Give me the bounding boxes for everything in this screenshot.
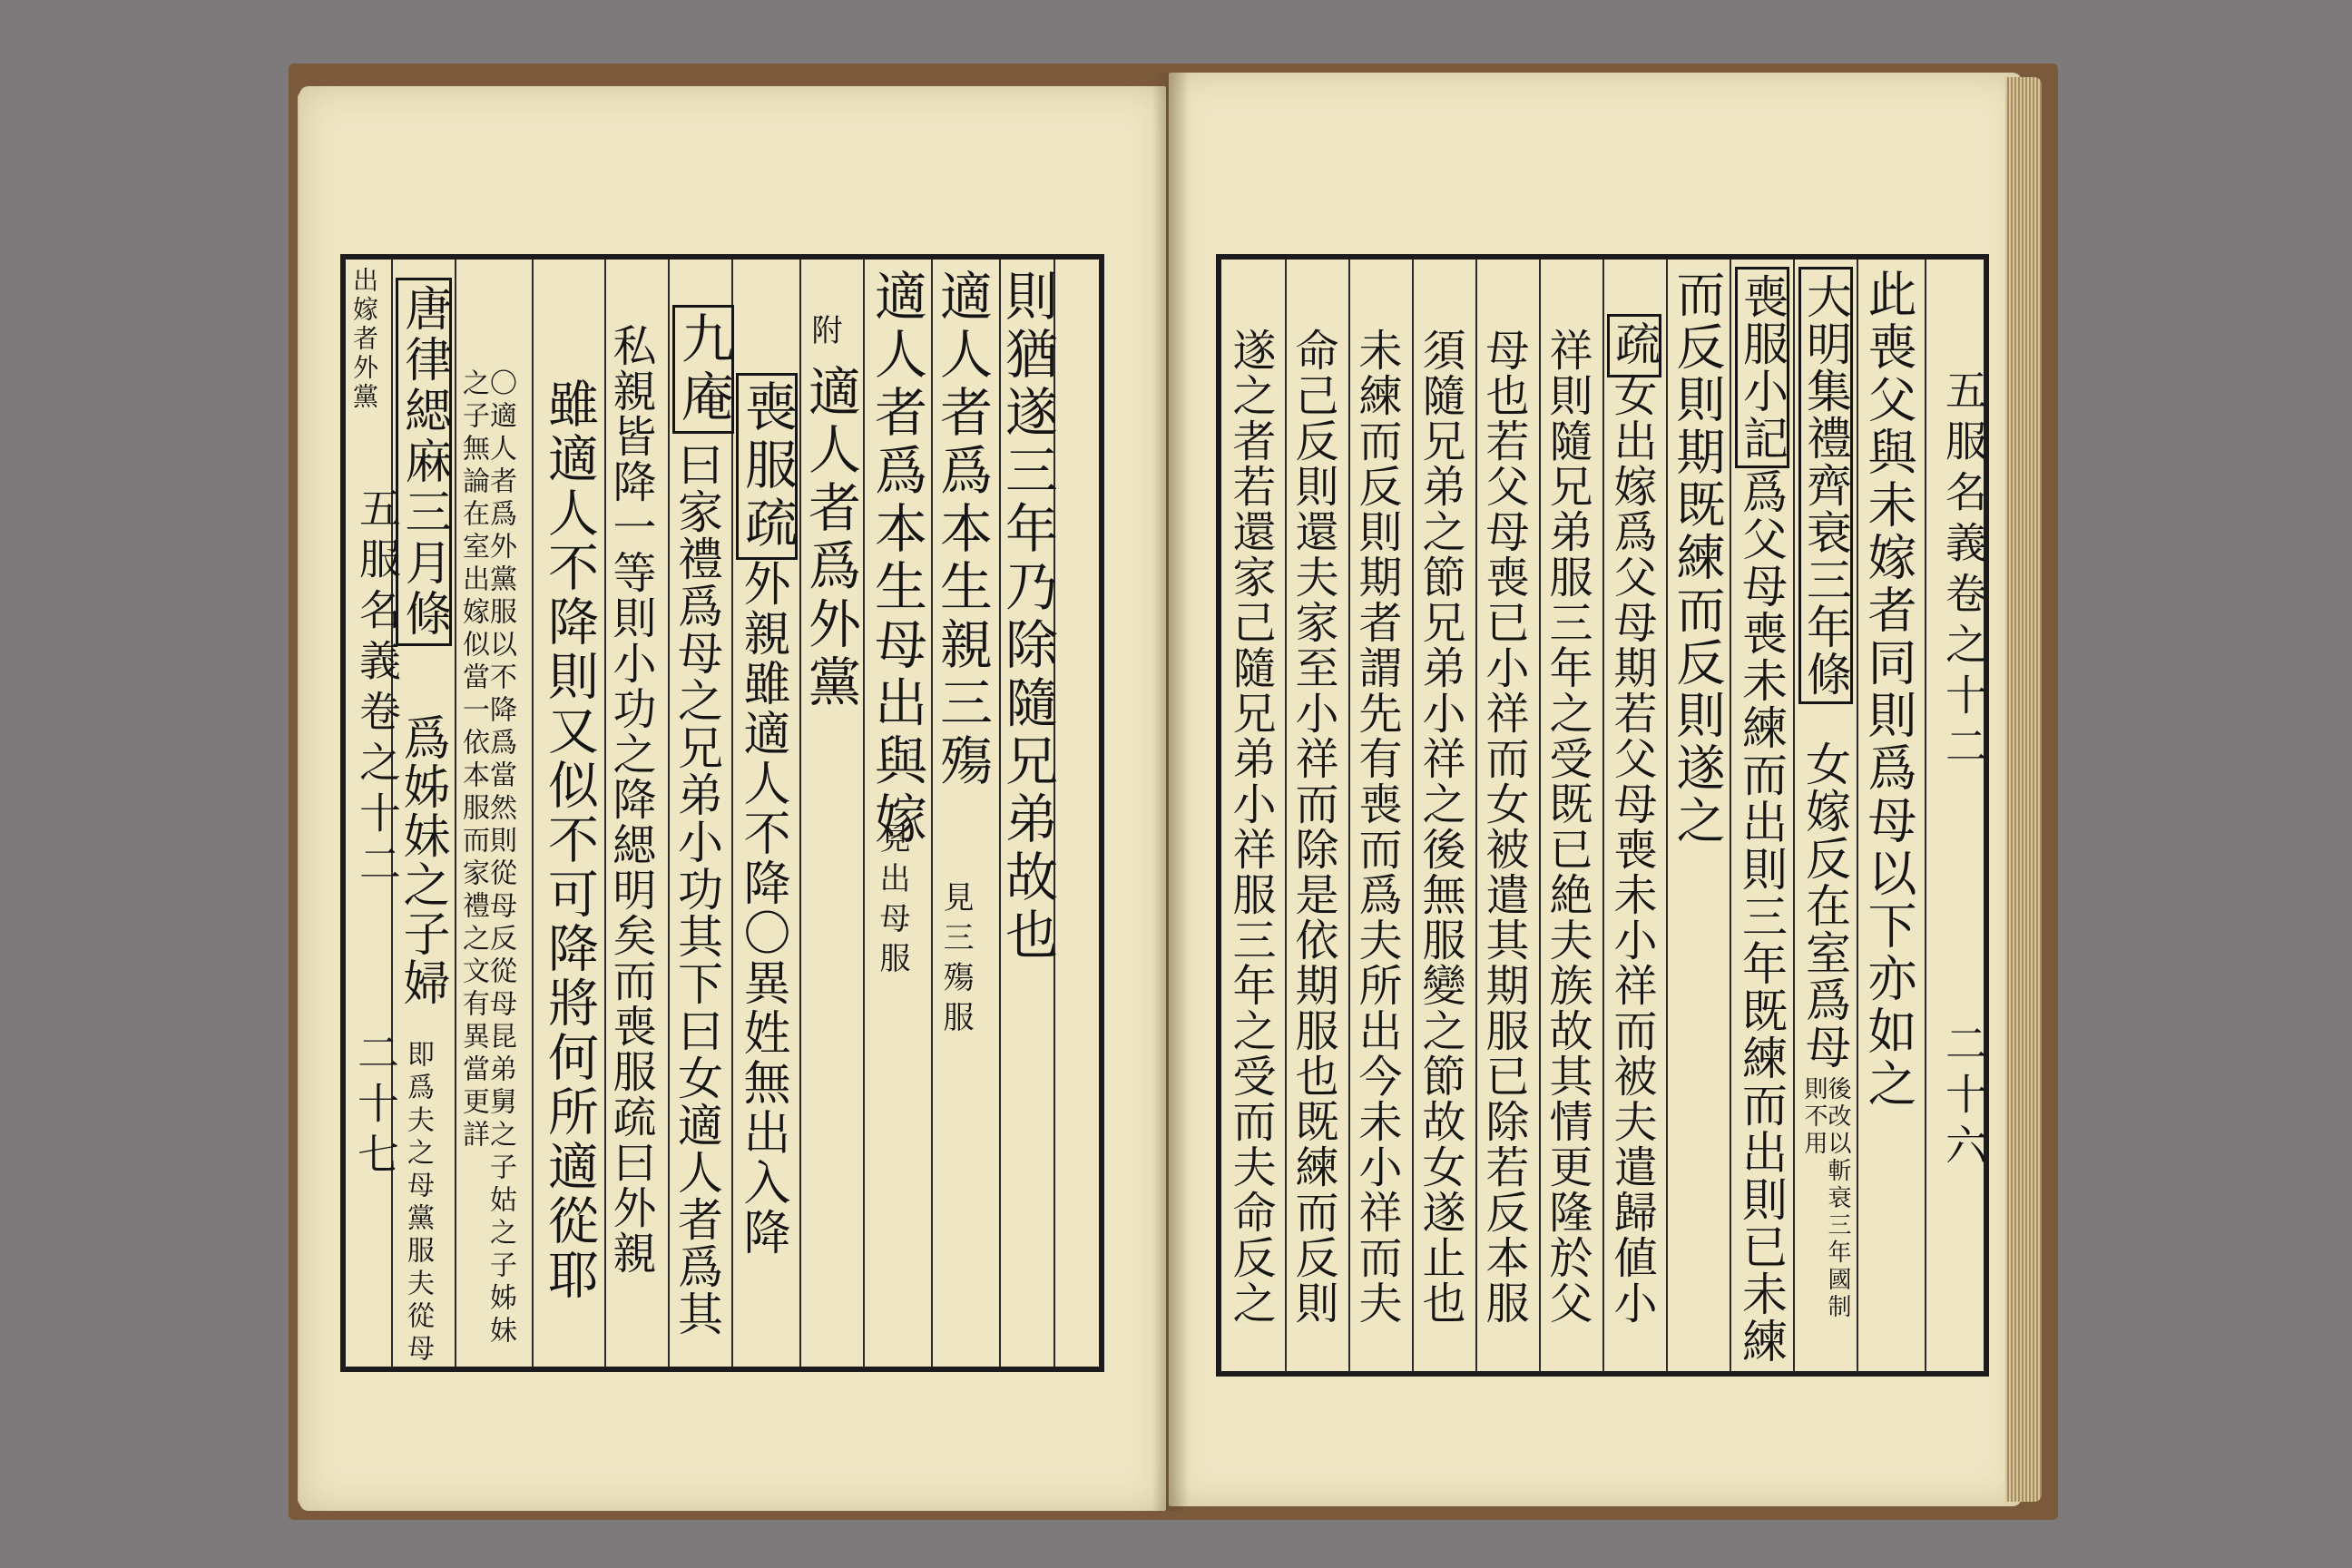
left-col-5: 外親雖適人不降〇異姓無出入降 <box>735 559 789 1258</box>
right-col-6: 祥則隨兄弟服三年之受既已絶夫族故其情更隆於父 <box>1542 328 1592 1326</box>
left-col-10: 爲姊妹之子婦 <box>395 713 449 1007</box>
left-col-10-note: 即爲夫之母黨服夫從母 <box>402 1040 434 1367</box>
left-col-2-note: 見三殤服 <box>937 881 974 1041</box>
right-col-10: 命己反則還夫家至小祥而除是依期服也既練而反則 <box>1288 328 1338 1326</box>
left-folio: 二十七 <box>351 1031 400 1183</box>
right-col-5: 女出嫁爲父母期若父母喪未小祥而被夫遣歸値小 <box>1606 373 1657 1326</box>
left-col-3-note: 見出母服 <box>874 822 910 982</box>
right-col-3-source: 喪服小記 <box>1735 267 1789 468</box>
right-folio: 二十六 <box>1939 1022 1988 1174</box>
right-col-2: 女嫁反在室爲母 <box>1798 740 1851 1071</box>
right-col-2-source: 大明集禮齊衰三年條 <box>1798 267 1853 704</box>
right-col-4: 而反則期既練而反則遂之 <box>1669 269 1726 848</box>
left-margin-small-title: 出嫁者外黨 <box>349 267 379 412</box>
right-col-9: 未練而反則期者謂先有喪而爲夫所出今未小祥而夫 <box>1351 328 1402 1326</box>
right-col-2-note: 後改以斬衰三年國制則不用 <box>1800 1076 1851 1321</box>
left-col-9-annotation: 〇適人者爲外黨服以不降爲當然則從母反從母昆弟舅之子姑之子姊妹之子無論在室出嫁似當一依本服而家禮之文有異當更詳 <box>457 368 516 1348</box>
page-edges-right <box>2005 77 2042 1502</box>
book-gutter <box>1152 73 1189 1511</box>
right-col-5-source: 疏 <box>1607 314 1661 377</box>
left-col-6: 曰家禮爲母之兄弟小功其下曰女適人者爲其 <box>671 441 723 1338</box>
left-col-3: 適人者爲本生母出與嫁 <box>866 269 927 849</box>
left-col-10-source: 唐律緦麻三月條 <box>396 278 452 646</box>
right-col-1: 此喪父與未嫁者同則爲母以下亦如之 <box>1860 269 1917 1111</box>
right-col-11: 遂之者若還家己隨兄弟小祥服三年之受而夫命反之 <box>1225 328 1276 1326</box>
left-col-8: 雖適人不降則又似不可降將何所適從耶 <box>540 377 599 1303</box>
left-col-4: 適人者爲外黨 <box>799 364 861 712</box>
left-col-4-mark: 附 <box>806 314 842 354</box>
left-col-6-source: 九庵 <box>672 305 734 434</box>
left-col-7: 私親皆降一等則小功之降緦明矣而喪服疏曰外親 <box>605 323 656 1276</box>
right-text-frame <box>1216 254 1989 1377</box>
right-col-3: 爲父母喪未練而出則三年既練而出則已未練 <box>1735 468 1788 1365</box>
left-col-2: 適人者爲本生親三殤 <box>931 269 993 791</box>
left-text-frame <box>340 254 1104 1372</box>
right-col-8: 須隨兄弟之節兄弟小祥之後無服變之節故女遂止也 <box>1415 328 1465 1326</box>
left-margin-title: 五服名義卷之十二 <box>353 486 402 893</box>
left-col-5-source: 喪服疏 <box>736 373 798 560</box>
right-col-7: 母也若父母喪已小祥而女被遣其期服已除若反本服 <box>1478 328 1529 1326</box>
right-margin-title: 五服名義卷之十二 <box>1939 368 1988 775</box>
left-col-1: 則猶遂三年乃除隨兄弟故也 <box>996 269 1058 965</box>
